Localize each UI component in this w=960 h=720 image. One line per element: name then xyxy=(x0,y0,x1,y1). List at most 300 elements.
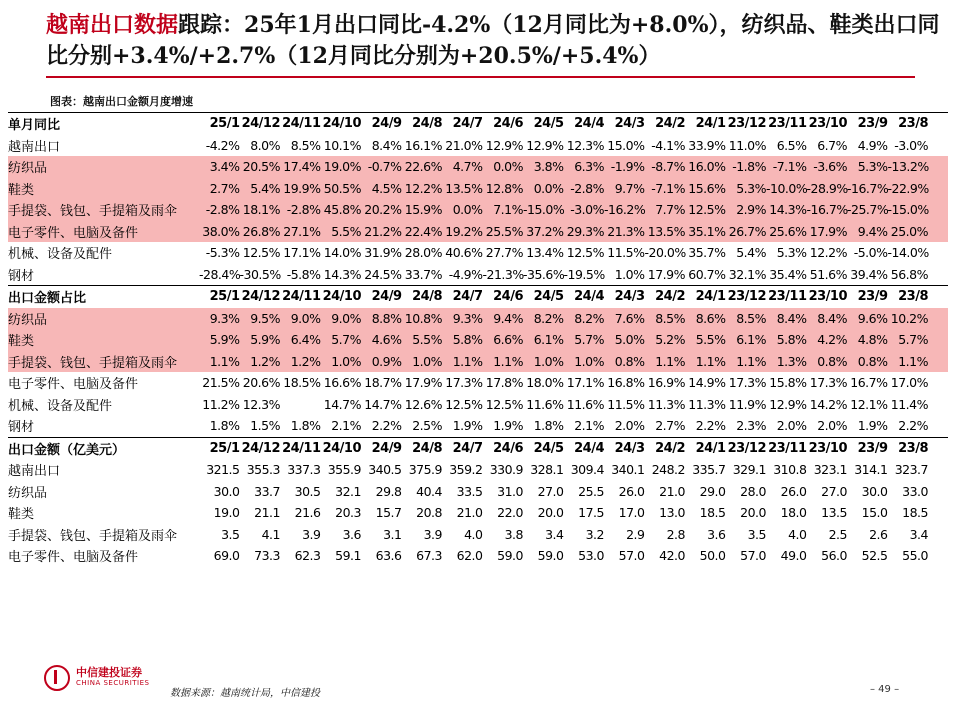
table-cell: 16.6% xyxy=(323,375,361,391)
table-cell: 56.8% xyxy=(890,266,928,282)
table-cell: 22.6% xyxy=(404,159,442,175)
month-header: 24/5 xyxy=(533,440,564,456)
table-cell: -2.8% xyxy=(286,202,321,218)
table-cell: 32.1% xyxy=(728,266,766,282)
table-cell: 14.7% xyxy=(323,396,361,412)
table-cell: 3.4% xyxy=(209,159,240,175)
table-cell: 310.8 xyxy=(773,462,807,478)
table-cell: 17.9% xyxy=(647,266,685,282)
table-cell: 1.9% xyxy=(493,418,523,434)
table-cell: 16.9% xyxy=(647,375,685,391)
month-header: 23/9 xyxy=(857,116,888,132)
table-cell: 17.5 xyxy=(578,505,604,521)
table-cell: 42.0 xyxy=(659,548,685,564)
table-cell: 11.6% xyxy=(526,396,564,412)
table-cell: -14.0% xyxy=(887,245,929,261)
month-header: 24/11 xyxy=(282,289,321,305)
table-cell: 1.2% xyxy=(290,353,321,369)
table-cell: 62.3 xyxy=(294,548,321,564)
table-cell: 2.8 xyxy=(666,526,685,542)
company-logo xyxy=(44,665,149,691)
table-cell: 21.1 xyxy=(254,505,280,521)
month-header: 23/8 xyxy=(898,289,928,305)
table-cell: 15.0 xyxy=(861,505,888,521)
table-cell: 0.8% xyxy=(857,353,888,369)
table-cell: 5.5% xyxy=(412,332,442,348)
month-header: 24/4 xyxy=(574,440,604,456)
page-title-highlight: 越南出口数据 xyxy=(46,12,179,38)
table-cell: 4.7% xyxy=(452,159,483,175)
table-cell: 16.8% xyxy=(607,375,645,391)
month-header: 24/9 xyxy=(371,440,402,456)
table-cell: -3.0% xyxy=(894,137,928,153)
table-cell: 3.9 xyxy=(302,526,321,542)
table-cell: -28.9% xyxy=(806,180,848,196)
table-cell: -16.2% xyxy=(604,202,646,218)
table-cell: 3.8 xyxy=(504,526,523,542)
table-cell: 375.9 xyxy=(408,462,442,478)
table-cell: 20.0 xyxy=(537,505,564,521)
table-cell: 18.5 xyxy=(699,505,726,521)
table-cell: 15.9% xyxy=(404,202,442,218)
table-cell: 330.9 xyxy=(489,462,523,478)
table-row xyxy=(8,156,948,178)
table-cell: -16.7% xyxy=(806,202,848,218)
table-cell: 5.0% xyxy=(614,332,645,348)
table-cell: 16.7% xyxy=(850,375,888,391)
table-cell: 27.0 xyxy=(821,483,847,499)
table-cell: -21.3% xyxy=(482,266,524,282)
table-cell: 25.0% xyxy=(890,223,928,239)
table-row xyxy=(8,372,948,394)
logo-name-cn: 中信建投证券 xyxy=(76,666,142,679)
table-cell: 14.2% xyxy=(809,396,847,412)
section-title: 单月同比 xyxy=(8,118,61,134)
table-row xyxy=(8,524,948,546)
page-number: – 49 – xyxy=(870,684,900,695)
table-row xyxy=(8,329,948,351)
table-cell: 9.6% xyxy=(857,310,888,326)
table-cell: 13.0 xyxy=(659,505,685,521)
table-cell: 14.3% xyxy=(323,266,361,282)
table-cell: 1.1% xyxy=(452,353,483,369)
table-cell: 20.3 xyxy=(335,505,361,521)
table-cell: 29.3% xyxy=(566,223,604,239)
table-cell: 28.0 xyxy=(740,483,766,499)
table-cell: 309.4 xyxy=(570,462,604,478)
month-header: 24/10 xyxy=(322,116,361,132)
table-cell: 5.2% xyxy=(655,332,685,348)
table-cell: 18.0% xyxy=(526,375,564,391)
table-cell: 8.2% xyxy=(533,310,564,326)
table-cell: 22.0 xyxy=(497,505,523,521)
row-label: 鞋类 xyxy=(8,334,35,350)
table-cell: 12.2% xyxy=(404,180,442,196)
table-cell: 0.8% xyxy=(817,353,847,369)
table-cell: 8.6% xyxy=(695,310,726,326)
month-header: 24/2 xyxy=(655,440,685,456)
table-row xyxy=(8,481,948,503)
table-cell: 6.1% xyxy=(736,332,766,348)
table-cell: 9.4% xyxy=(857,223,888,239)
table-cell: 16.0% xyxy=(688,159,726,175)
table-cell: 4.2% xyxy=(817,332,847,348)
table-cell: 3.4 xyxy=(909,526,928,542)
table-cell: 14.0% xyxy=(323,245,361,261)
table-cell: 2.2% xyxy=(898,418,928,434)
table-cell: 30.5 xyxy=(294,483,321,499)
table-cell: -7.1% xyxy=(772,159,807,175)
table-cell: 1.3% xyxy=(776,353,807,369)
table-cell: 323.7 xyxy=(894,462,928,478)
table-cell: 32.1 xyxy=(335,483,361,499)
table-cell: 11.3% xyxy=(647,396,685,412)
table-cell: 8.0% xyxy=(250,137,280,153)
table-cell: 0.0% xyxy=(493,159,523,175)
table-cell: 49.0 xyxy=(780,548,807,564)
table-cell: 27.1% xyxy=(283,223,321,239)
table-cell: 6.1% xyxy=(533,332,564,348)
table-cell: 12.5% xyxy=(242,245,280,261)
table-cell: 3.5 xyxy=(221,526,240,542)
table-cell: -2.8% xyxy=(205,202,240,218)
table-cell: 27.7% xyxy=(485,245,523,261)
table-cell: 21.6 xyxy=(294,505,321,521)
month-header: 24/3 xyxy=(614,289,645,305)
table-cell: 11.9% xyxy=(728,396,766,412)
month-header: 24/1 xyxy=(695,440,726,456)
table-cell: 22.4% xyxy=(404,223,442,239)
month-header: 24/3 xyxy=(614,116,645,132)
table-cell: 50.0 xyxy=(699,548,726,564)
table-cell: 9.4% xyxy=(493,310,523,326)
table-cell: 19.0% xyxy=(323,159,361,175)
table-caption: 图表：越南出口金额月度增速 xyxy=(50,95,193,108)
table-cell: 4.0 xyxy=(464,526,483,542)
row-label: 机械、设备及配件 xyxy=(8,398,113,414)
table-cell: 11.3% xyxy=(688,396,726,412)
table-cell: 19.2% xyxy=(445,223,483,239)
table-cell: 30.0 xyxy=(861,483,888,499)
table-cell: 26.0 xyxy=(618,483,645,499)
table-cell: 33.0 xyxy=(902,483,928,499)
month-header: 24/11 xyxy=(282,440,321,456)
table-cell: -25.7% xyxy=(847,202,889,218)
table-cell: -28.4% xyxy=(199,266,241,282)
table-cell: -3.0% xyxy=(570,202,604,218)
table-cell: 321.5 xyxy=(206,462,240,478)
table-cell: 11.6% xyxy=(566,396,604,412)
table-cell: 40.6% xyxy=(445,245,483,261)
table-cell: -20.0% xyxy=(644,245,686,261)
row-label: 电子零件、电脑及备件 xyxy=(8,377,139,393)
table-cell: 3.6 xyxy=(342,526,361,542)
table-cell: 45.8% xyxy=(323,202,361,218)
table-cell: 26.0 xyxy=(780,483,807,499)
month-header: 24/7 xyxy=(452,116,483,132)
table-cell: 12.6% xyxy=(404,396,442,412)
table-cell: 1.8% xyxy=(209,418,240,434)
month-header: 24/4 xyxy=(574,116,604,132)
table-cell: 5.3% xyxy=(736,180,766,196)
section-title: 出口金额占比 xyxy=(8,291,87,307)
table-cell: 4.1 xyxy=(261,526,280,542)
section-header-row xyxy=(8,112,948,135)
table-cell: 62.0 xyxy=(456,548,483,564)
table-cell: 20.5% xyxy=(242,159,280,175)
table-cell: 16.1% xyxy=(404,137,442,153)
table-cell: 5.4% xyxy=(736,245,766,261)
table-cell: 18.5% xyxy=(283,375,321,391)
table-cell: 40.4 xyxy=(416,483,442,499)
table-cell: -4.9% xyxy=(448,266,483,282)
month-header: 24/1 xyxy=(695,289,726,305)
month-header: 24/7 xyxy=(452,289,483,305)
table-cell: 5.5% xyxy=(695,332,726,348)
table-row xyxy=(8,545,948,567)
row-label: 纺织品 xyxy=(8,312,48,328)
table-cell: 12.9% xyxy=(769,396,807,412)
table-cell: 1.1% xyxy=(736,353,766,369)
table-cell: 6.7% xyxy=(817,137,847,153)
table-cell: 8.4% xyxy=(776,310,807,326)
table-cell: 15.0% xyxy=(607,137,645,153)
table-cell: 1.0% xyxy=(614,266,645,282)
table-cell: 57.0 xyxy=(740,548,766,564)
table-cell: 17.3% xyxy=(728,375,766,391)
month-header: 23/8 xyxy=(898,116,928,132)
table-cell: 29.0 xyxy=(699,483,726,499)
table-cell: 12.5% xyxy=(485,396,523,412)
table-cell: 8.2% xyxy=(574,310,604,326)
row-label: 鞋类 xyxy=(8,507,35,523)
table-cell: 33.7 xyxy=(254,483,280,499)
table-cell: 0.0% xyxy=(533,180,564,196)
table-cell: -8.7% xyxy=(651,159,685,175)
table-cell: 2.0% xyxy=(614,418,645,434)
table-cell: -4.1% xyxy=(651,137,685,153)
table-cell: 8.5% xyxy=(736,310,766,326)
table-cell: 8.5% xyxy=(290,137,321,153)
table-cell: 27.0 xyxy=(537,483,564,499)
table-cell: 28.0% xyxy=(404,245,442,261)
table-cell: 15.8% xyxy=(769,375,807,391)
table-cell: 1.1% xyxy=(655,353,685,369)
month-header: 23/11 xyxy=(768,440,807,456)
table-cell: 2.5% xyxy=(412,418,442,434)
table-cell: 2.0% xyxy=(776,418,807,434)
table-row xyxy=(8,459,948,481)
row-label: 钢材 xyxy=(8,268,35,284)
table-cell: 314.1 xyxy=(854,462,888,478)
month-header: 23/12 xyxy=(727,116,766,132)
table-cell: 5.9% xyxy=(250,332,280,348)
table-cell: 2.7% xyxy=(655,418,685,434)
table-cell: 12.8% xyxy=(485,180,523,196)
table-cell: 1.9% xyxy=(452,418,483,434)
table-cell: -10.0% xyxy=(766,180,808,196)
table-cell: 355.9 xyxy=(327,462,361,478)
month-header: 24/12 xyxy=(241,289,280,305)
table-cell: 8.5% xyxy=(655,310,685,326)
month-header: 25/1 xyxy=(209,440,240,456)
table-cell: 9.0% xyxy=(290,310,321,326)
month-header: 24/9 xyxy=(371,116,402,132)
table-cell: 10.1% xyxy=(323,137,361,153)
table-cell: 52.5 xyxy=(861,548,888,564)
table-cell: 1.0% xyxy=(331,353,361,369)
table-cell: 2.1% xyxy=(331,418,361,434)
table-cell: 55.0 xyxy=(902,548,928,564)
table-cell: 13.4% xyxy=(526,245,564,261)
table-cell: 17.9% xyxy=(404,375,442,391)
table-cell: 15.6% xyxy=(688,180,726,196)
table-cell: 59.0 xyxy=(497,548,523,564)
table-cell: 53.0 xyxy=(578,548,604,564)
table-cell: -5.3% xyxy=(205,245,240,261)
table-cell: 9.7% xyxy=(614,180,645,196)
table-cell: -30.5% xyxy=(239,266,281,282)
table-cell: 12.3% xyxy=(242,396,280,412)
table-cell: -2.8% xyxy=(570,180,604,196)
table-cell: 5.9% xyxy=(209,332,240,348)
month-header: 24/5 xyxy=(533,289,564,305)
month-header: 23/10 xyxy=(808,440,847,456)
month-header: 23/12 xyxy=(727,289,766,305)
month-header: 24/5 xyxy=(533,116,564,132)
table-cell: 2.6 xyxy=(869,526,888,542)
export-growth-table xyxy=(8,112,948,567)
table-cell: 14.7% xyxy=(364,396,402,412)
table-cell: 33.5 xyxy=(456,483,483,499)
row-label: 越南出口 xyxy=(8,464,61,480)
table-cell: -15.0% xyxy=(887,202,929,218)
month-header: 24/3 xyxy=(614,440,645,456)
month-header: 24/7 xyxy=(452,440,483,456)
table-cell: 2.2% xyxy=(371,418,402,434)
table-cell: 340.1 xyxy=(611,462,645,478)
table-cell: 1.9% xyxy=(857,418,888,434)
table-cell: 50.5% xyxy=(323,180,361,196)
title-divider xyxy=(46,76,915,78)
table-cell: 14.3% xyxy=(769,202,807,218)
table-cell: 359.2 xyxy=(449,462,483,478)
row-label: 纺织品 xyxy=(8,485,48,501)
table-row xyxy=(8,199,948,221)
table-cell: -5.0% xyxy=(853,245,888,261)
table-cell: 35.1% xyxy=(688,223,726,239)
month-header: 23/11 xyxy=(768,289,807,305)
table-cell: 2.1% xyxy=(574,418,604,434)
table-cell: 7.6% xyxy=(614,310,645,326)
table-cell: 1.0% xyxy=(574,353,604,369)
table-cell: 3.4 xyxy=(545,526,564,542)
logo-name-en: CHINA SECURITIES xyxy=(76,679,150,687)
table-cell: 9.3% xyxy=(209,310,240,326)
table-row xyxy=(8,178,948,200)
table-cell: 30.0 xyxy=(213,483,240,499)
month-header: 23/12 xyxy=(727,440,766,456)
table-cell: 63.6 xyxy=(375,548,402,564)
table-cell: 18.1% xyxy=(242,202,280,218)
table-cell: -3.6% xyxy=(813,159,847,175)
table-cell: 1.5% xyxy=(250,418,280,434)
table-cell: 9.0% xyxy=(331,310,361,326)
table-cell: 67.3 xyxy=(416,548,442,564)
month-header: 24/1 xyxy=(695,116,726,132)
table-row xyxy=(8,394,948,416)
table-cell: 0.8% xyxy=(614,353,645,369)
table-cell: 7.7% xyxy=(655,202,685,218)
row-label: 电子零件、电脑及备件 xyxy=(8,550,139,566)
table-cell: 59.0 xyxy=(537,548,564,564)
month-header: 24/6 xyxy=(493,440,523,456)
table-cell: 17.3% xyxy=(445,375,483,391)
table-cell: 248.2 xyxy=(651,462,685,478)
table-cell: 13.5% xyxy=(445,180,483,196)
table-cell: 3.2 xyxy=(585,526,604,542)
table-cell: 12.9% xyxy=(485,137,523,153)
row-label: 机械、设备及配件 xyxy=(8,247,113,263)
section-header-row xyxy=(8,285,948,308)
table-cell: 337.3 xyxy=(287,462,321,478)
page-title xyxy=(46,10,946,72)
table-cell: -15.0% xyxy=(523,202,565,218)
section-header-row xyxy=(8,437,948,460)
table-cell: 19.0 xyxy=(213,505,240,521)
table-cell: 7.1% xyxy=(493,202,523,218)
table-cell: 33.9% xyxy=(688,137,726,153)
table-cell: 5.3% xyxy=(776,245,807,261)
table-cell: 6.3% xyxy=(574,159,604,175)
row-label: 纺织品 xyxy=(8,161,48,177)
table-cell: 0.9% xyxy=(371,353,402,369)
table-cell: 39.4% xyxy=(850,266,888,282)
month-header: 24/2 xyxy=(655,289,685,305)
table-cell: 3.1 xyxy=(383,526,402,542)
table-cell: 6.4% xyxy=(290,332,321,348)
table-cell: 21.5% xyxy=(202,375,240,391)
table-row xyxy=(8,264,948,286)
table-cell: 329.1 xyxy=(732,462,766,478)
table-cell: 5.7% xyxy=(898,332,928,348)
table-cell: 12.5% xyxy=(445,396,483,412)
table-cell: 6.5% xyxy=(776,137,807,153)
table-cell: 17.9% xyxy=(809,223,847,239)
table-cell: 17.1% xyxy=(566,375,604,391)
table-cell: -1.8% xyxy=(732,159,766,175)
row-label: 钢材 xyxy=(8,420,35,436)
table-cell: 1.8% xyxy=(290,418,321,434)
table-cell: 9.5% xyxy=(250,310,280,326)
row-label: 电子零件、电脑及备件 xyxy=(8,225,139,241)
month-header: 24/8 xyxy=(412,289,442,305)
month-header: 24/10 xyxy=(322,289,361,305)
table-cell: 5.7% xyxy=(574,332,604,348)
month-header: 24/2 xyxy=(655,116,685,132)
table-cell: 24.5% xyxy=(364,266,402,282)
table-cell: -1.9% xyxy=(610,159,645,175)
table-cell: 33.7% xyxy=(404,266,442,282)
table-cell: 9.3% xyxy=(452,310,483,326)
row-label: 鞋类 xyxy=(8,182,35,198)
month-header: 24/6 xyxy=(493,116,523,132)
table-cell: 12.3% xyxy=(566,137,604,153)
table-cell: 17.0 xyxy=(618,505,645,521)
month-header: 23/8 xyxy=(898,440,928,456)
table-cell: 69.0 xyxy=(213,548,240,564)
data-source-note: 数据来源：越南统计局，中信建投 xyxy=(170,688,320,699)
